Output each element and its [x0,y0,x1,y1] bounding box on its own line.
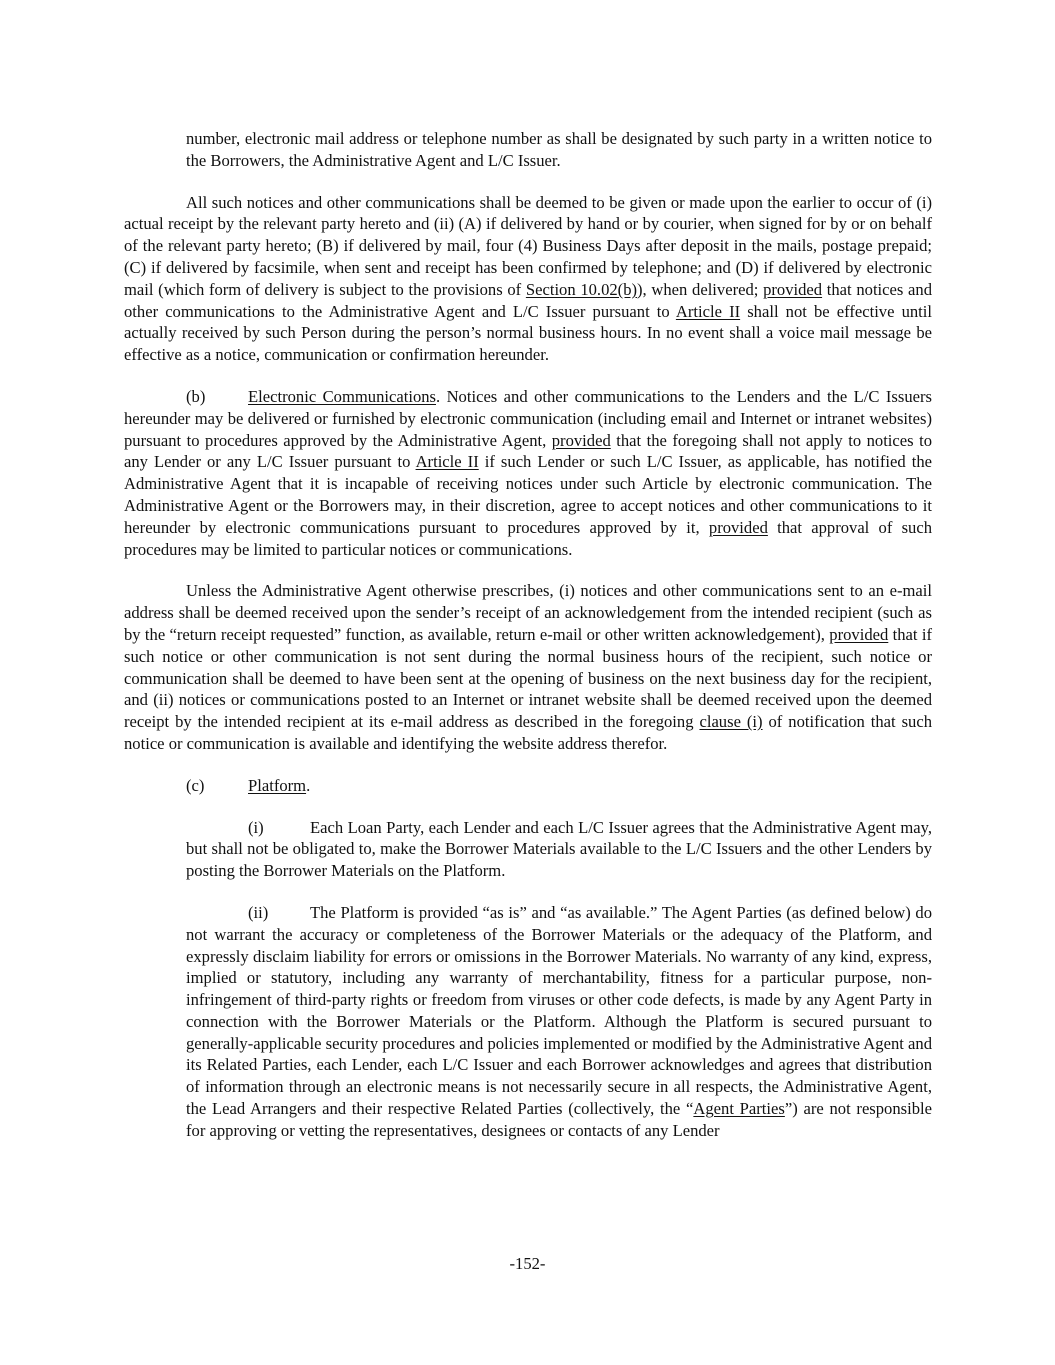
section-b-paragraph [124,386,932,560]
article-reference: Article II [675,301,741,321]
text-run: ”) are not responsible for approving or vetting the representatives, designees or contacts of any Lender [186,1099,932,1140]
provided-term: provided [763,279,823,299]
text-run: shall not be effective until actually received by such Person during the person’s normal business hours. In no event shall a voice mail message be effective as a notice, communication or confirmation hereunder. [124,301,932,365]
text-run: that the foregoing shall not apply to notices to any Lender or any L/C Issuer pursuant to [124,430,932,472]
text-run: ), when delivered; [637,279,764,299]
section-c-label: (c) [186,775,205,795]
provided-term: provided [829,624,889,644]
provided-term: provided [551,430,611,450]
item-ii-paragraph [124,902,932,1142]
text-run: All such notices and other communications shall be deemed to be given or made upon the earlier to occur of (i) actual receipt by the relevant party hereto and (ii) (A) if delivered by hand or by courier, when signed for by or on behalf of the relevant party hereto; (B) if delivered by mail, four (4) Business Days after deposit in the mails, postage prepaid; (C) if delivered by facsimile, when sent and receipt has been confirmed by telephone; and (D) if delivered by electronic mail (which form of delivery is subject to the provisions of [124,192,932,299]
section-c-heading-line [124,775,932,797]
text-run: . Notices and other communications to the Lenders and the L/C Issuers hereunder may be delivered or furnished by electronic communication (including email and Internet or intranet websites) pursuant to procedures approved by the Administrative Agent, [124,386,932,450]
text-run: if such Lender or such L/C Issuer, as applicable, has notified the Administrative Agent that it is incapable of receiving notices under such Article by electronic communication. The Administrative Agent or the Borrowers may, in their discretion, agree to accept notices and other communications to it hereunder by electronic communications pursuant to procedures approved by it, [124,452,932,537]
article-reference: Article II [415,452,479,472]
text-run: that notices and other communications to the Administrative Agent and L/C Issuer pursuant to [124,279,933,321]
clause-reference: clause (i) [699,712,763,732]
provided-term: provided [708,517,768,537]
section-reference: Section 10.02(b) [525,279,638,299]
item-i-label: (i) [248,817,264,837]
notices-deemed-given-paragraph [124,192,932,366]
item-ii-label: (ii) [248,902,269,922]
item-i-paragraph [124,817,932,882]
document-page [124,128,932,1142]
text-run: . [306,775,311,795]
text-run: that if such notice or other communication is not sent during the normal business hours of the recipient, such notice or communication shall be deemed to have been sent at the opening of business on the next business day for the recipient, and (ii) notices or communications posted to an Internet or intranet website shall be deemed received upon the deemed receipt by the intended recipient at its e-mail address as described in the foregoing [124,624,932,732]
text-run: Unless the Administrative Agent otherwise prescribes, (i) notices and other communications sent to an e-mail address shall be deemed received upon the sender’s receipt of an acknowledgement from the intended recipient (such as by the “return receipt requested” function, as available, return e-mail or other written acknowledgement), [124,581,932,644]
continuation-paragraph: number, electronic mail address or telephone number as shall be designated by such party in a written notice to the Borrowers, the Administrative Agent and L/C Issuer. [186,129,932,170]
defined-term: Agent Parties [693,1099,785,1119]
text-run: Each Loan Party, each Lender and each L/C Issuer agrees that the Administrative Agent may, but shall not be obligated to, make the Borrower Materials available to the L/C Issuers and the other Lenders by posting the Borrower Materials on the Platform. [186,817,932,881]
unless-paragraph [124,580,932,754]
text-run: that approval of such procedures may be limited to particular notices or communications. [124,517,932,559]
text-run: The Platform is provided “as is” and “as available.” The Agent Parties (as defined below) do not warrant the accuracy or completeness of the Borrower Materials or the adequacy of the Platform, and expressly disclaim liability for errors or omissions in the Borrower Materials. No warranty of any kind, express, implied or statutory, including any warranty of merchantability, fitness for a particular purpose, non-infringement of third-party rights or freedom from viruses or other code defects, is made by any Agent Party in connection with the Borrower Materials or the Platform. Although the Platform is secured pursuant to generally-applicable security procedures and policies implemented or modified by the Administrative Agent and its Related Parties, each Lender, each L/C Issuer and each Borrower acknowledges and agrees that distribution of information through an electronic means is not necessarily secure in all respects, the Administrative Agent, the Lead Arrangers and their respective Related Parties (collectively, the “ [186,902,932,1119]
page-number: -152- [509,1254,546,1273]
text-run: of notification that such notice or communication is available and identifying the website address therefor. [124,712,932,753]
section-b-label: (b) [186,386,206,406]
section-c-heading: Platform [248,775,307,795]
section-b-heading: Electronic Communications [248,386,436,406]
